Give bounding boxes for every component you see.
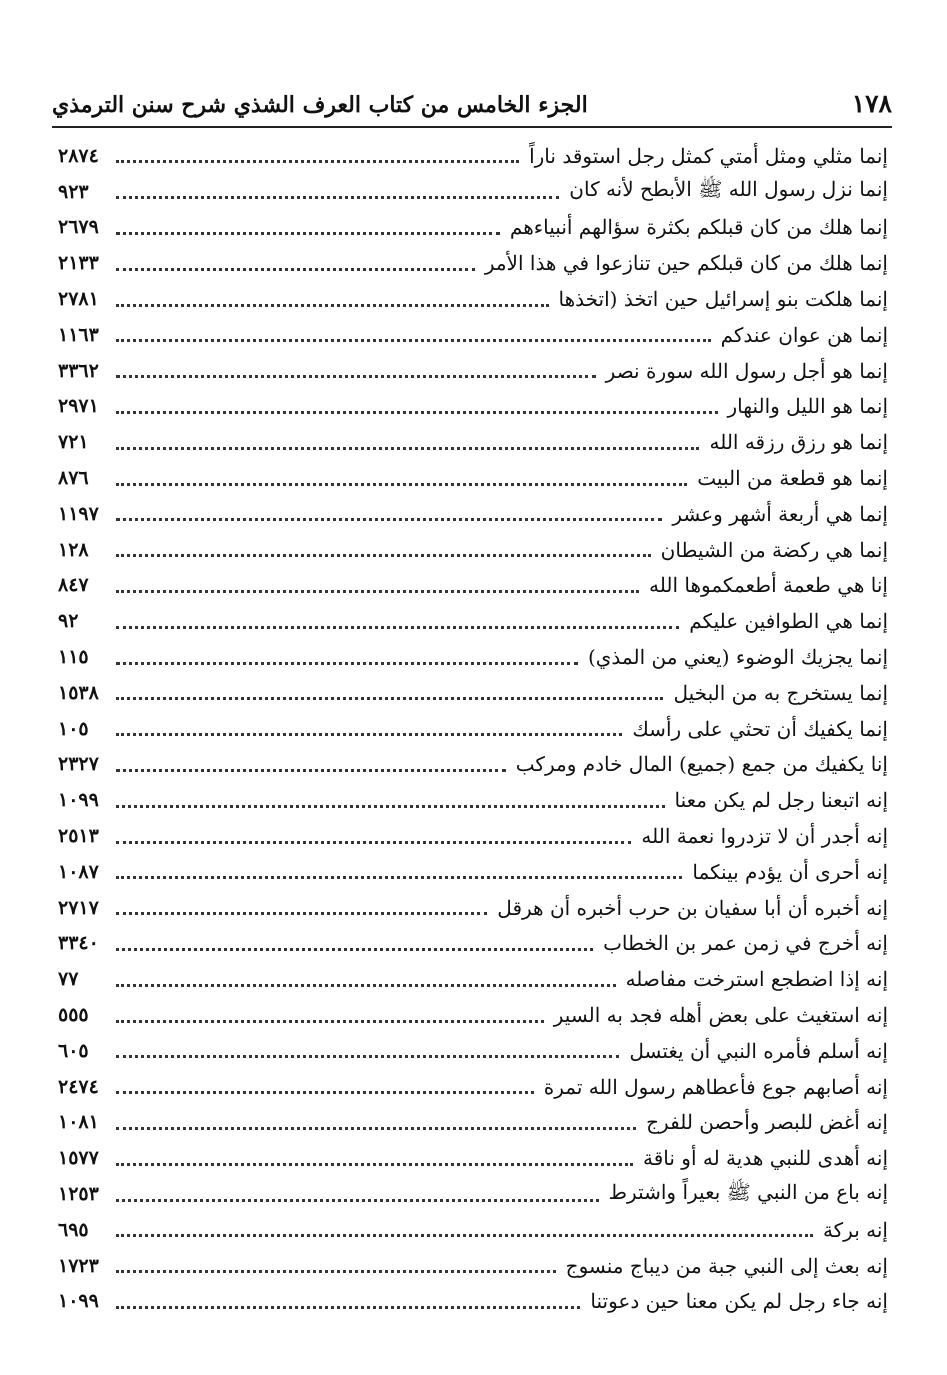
index-entry: [58, 711, 888, 747]
dot-leader: [116, 160, 519, 163]
index-entry: [58, 890, 888, 926]
index-entry: [58, 926, 888, 962]
dot-leader: [116, 805, 665, 808]
entry-text: إنه أحرى أن يؤدم بينكما: [692, 859, 888, 884]
entry-text: إنما هو قطعة من البيت: [697, 466, 888, 491]
index-entry: [58, 1284, 888, 1320]
index-entry: [58, 210, 888, 246]
index-entry: [58, 603, 888, 639]
entry-reference-number: ٢٩٧١: [58, 395, 99, 418]
index-entry: [58, 961, 888, 997]
entry-reference-number: ١٠٨٧: [58, 860, 99, 883]
entry-reference-number: ١٢٨: [58, 538, 89, 561]
dot-leader: [116, 876, 682, 879]
index-entry: [58, 1105, 888, 1141]
entry-text: إنه أهدى للنبي هدية له أو ناقة: [642, 1146, 888, 1171]
dot-leader: [116, 411, 718, 414]
dot-leader: [116, 841, 631, 844]
entry-reference-number: ١١٥: [58, 646, 89, 669]
index-entry: [58, 675, 888, 711]
entry-text: إنه بركة: [822, 1217, 888, 1242]
index-entry: [58, 460, 888, 496]
index-entry: [58, 281, 888, 317]
entry-text: إنما نزل رسول الله ﷺ الأبطح لأنه كان: [569, 177, 888, 202]
dot-leader: [116, 304, 549, 307]
dot-leader: [116, 769, 506, 772]
index-entry: [58, 532, 888, 568]
entry-reference-number: ٢٧٨١: [58, 288, 99, 311]
entry-reference-number: ٢٥١٣: [58, 825, 99, 848]
entry-reference-number: ٦٠٥: [58, 1039, 89, 1062]
dot-leader: [116, 1234, 813, 1237]
entry-text: إنه أجدر أن لا تزدروا نعمة الله: [641, 824, 888, 849]
entry-text: إنه أغض للبصر وأحصن للفرج: [646, 1110, 888, 1135]
entry-reference-number: ١٠٩٩: [58, 1290, 99, 1313]
header-divider: [52, 126, 892, 128]
dot-leader: [116, 948, 593, 951]
entry-reference-number: ٢٦٧٩: [58, 216, 99, 239]
dot-leader: [116, 697, 663, 700]
entry-reference-number: ٩٢٣: [58, 180, 89, 203]
entry-reference-number: ٩٢: [58, 610, 79, 633]
dot-leader: [116, 1163, 633, 1166]
dot-leader: [116, 1127, 636, 1130]
dot-leader: [116, 1199, 599, 1202]
index-entry: [58, 389, 888, 425]
index-entry: [58, 174, 888, 210]
dot-leader: [116, 447, 699, 450]
running-title: الجزء الخامس من كتاب العرف الشذي شرح سنن الترمذي: [52, 92, 588, 118]
entry-reference-number: ١٠٩٩: [58, 789, 99, 812]
index-entry: [58, 854, 888, 890]
entry-text: إنه بعث إلى النبي جبة من ديباج منسوج: [565, 1253, 888, 1278]
index-entry: [58, 1248, 888, 1284]
entry-text: إنه جاء رجل لم يكن معنا حين دعوتنا: [590, 1289, 888, 1314]
entry-text: إنا يكفيك من جمع (جميع) المال خادم ومركب: [515, 752, 888, 777]
dot-leader: [116, 554, 651, 557]
index-entry: [58, 496, 888, 532]
entry-reference-number: ١٥٣٨: [58, 681, 99, 704]
index-entry: [58, 782, 888, 818]
entry-reference-number: ٢٤٧٤: [58, 1075, 99, 1098]
entry-text: إنه أصابهم جوع فأعطاهم رسول الله تمرة: [543, 1074, 888, 1099]
dot-leader: [116, 590, 639, 593]
dot-leader: [116, 483, 687, 486]
dot-leader: [116, 268, 475, 271]
index-entry: [58, 424, 888, 460]
dot-leader: [116, 232, 500, 235]
dot-leader: [116, 733, 622, 736]
dot-leader: [116, 1055, 619, 1058]
index-entry: [58, 138, 888, 174]
entry-text: إنما هلك من كان قبلكم حين تنازعوا في هذا الأمر: [484, 251, 888, 276]
entry-text: إنما يجزيك الوضوء (يعني من المذي): [587, 645, 888, 670]
entry-text: إنه باع من النبي ﷺ بعيراً واشترط: [608, 1179, 888, 1204]
entry-reference-number: ١٠٥: [58, 717, 89, 740]
dot-leader: [116, 1270, 556, 1273]
entry-reference-number: ٣٣٦٢: [58, 359, 99, 382]
dot-leader: [116, 626, 679, 629]
entry-text: إنما يستخرج به من البخيل: [673, 680, 888, 705]
index-entry: [58, 1140, 888, 1176]
index-entry: [58, 1069, 888, 1105]
entry-text: إنه اتبعنا رجل لم يكن معنا: [674, 788, 888, 813]
dot-leader: [116, 1020, 544, 1023]
index-entry: [58, 568, 888, 604]
entry-reference-number: ١٧٢٣: [58, 1254, 99, 1277]
entry-reference-number: ٣٣٤٠: [58, 932, 99, 955]
index-entry: [58, 1176, 888, 1212]
entry-text: إنا هي طعمة أطعمكموها الله: [649, 573, 888, 598]
entry-reference-number: ١٢٥٣: [58, 1183, 99, 1205]
dot-leader: [116, 518, 662, 521]
index-entry: [58, 1212, 888, 1248]
entry-text: إنما هو رزق رزقه الله: [709, 430, 888, 455]
dot-leader: [116, 662, 578, 665]
entry-text: إنما هي ركضة من الشيطان: [660, 537, 888, 562]
entry-reference-number: ١٥٧٧: [58, 1147, 99, 1170]
entry-reference-number: ٧٢١: [58, 431, 89, 454]
entry-text: إنما مثلي ومثل أمتي كمثل رجل استوقد ناراً: [529, 143, 888, 168]
entry-text: إنما هي الطوافين عليكم: [689, 609, 888, 634]
entry-text: إنما هي أربعة أشهر وعشر: [672, 501, 888, 526]
index-entry: [58, 639, 888, 675]
dot-leader: [116, 1306, 580, 1309]
entry-reference-number: ١١٩٧: [58, 502, 99, 525]
entry-text: إنه إذا اضطجع استرخت مفاصله: [625, 967, 888, 992]
index-entry: [58, 353, 888, 389]
entry-text: إنما هلك من كان قبلكم بكثرة سؤالهم أنبياءهم: [509, 215, 888, 240]
entry-reference-number: ٧٧: [58, 968, 79, 991]
entry-reference-number: ٢١٣٣: [58, 252, 99, 275]
entry-text: إنما يكفيك أن تحثي على رأسك: [632, 716, 888, 741]
entry-reference-number: ٥٥٥: [58, 1004, 89, 1027]
page-number: ١٧٨: [851, 89, 892, 118]
index-entry: [58, 997, 888, 1033]
dot-leader: [116, 375, 596, 378]
entry-text: إنه استغيث على بعض أهله فجد به السير: [553, 1003, 888, 1028]
dot-leader: [116, 912, 487, 915]
index-entry: [58, 747, 888, 783]
entry-reference-number: ٢٣٢٧: [58, 753, 99, 776]
entry-text: إنما هو الليل والنهار: [727, 394, 888, 419]
entry-reference-number: ١١٦٣: [58, 323, 99, 346]
dot-leader: [116, 1091, 534, 1094]
page-header: [52, 72, 892, 118]
index-entry: [58, 245, 888, 281]
entry-reference-number: ٢٧١٧: [58, 896, 99, 919]
entry-text: إنما هو أجل رسول الله سورة نصر: [605, 358, 888, 383]
entry-reference-number: ٢٨٧٤: [58, 144, 99, 167]
index-entry: [58, 1033, 888, 1069]
entry-text: إنه أخبره أن أبا سفيان بن حرب أخبره أن هرقل: [497, 895, 888, 920]
entry-reference-number: ٨٤٧: [58, 574, 89, 597]
entry-reference-number: ٦٩٥: [58, 1218, 89, 1241]
entry-reference-number: ٨٧٦: [58, 467, 89, 490]
dot-leader: [116, 984, 616, 987]
entry-text: إنه أسلم فأمره النبي أن يغتسل: [629, 1038, 888, 1063]
entry-text: إنما هن عوان عندكم: [720, 322, 888, 347]
entry-reference-number: ١٠٨١: [58, 1111, 99, 1134]
index-entry-list: [58, 138, 888, 1319]
entry-text: إنما هلكت بنو إسرائيل حين اتخذ (اتخذها: [558, 287, 888, 312]
entry-text: إنه أخرج في زمن عمر بن الخطاب: [603, 931, 888, 956]
dot-leader: [116, 196, 559, 199]
index-entry: [58, 818, 888, 854]
index-entry: [58, 317, 888, 353]
dot-leader: [116, 339, 711, 342]
